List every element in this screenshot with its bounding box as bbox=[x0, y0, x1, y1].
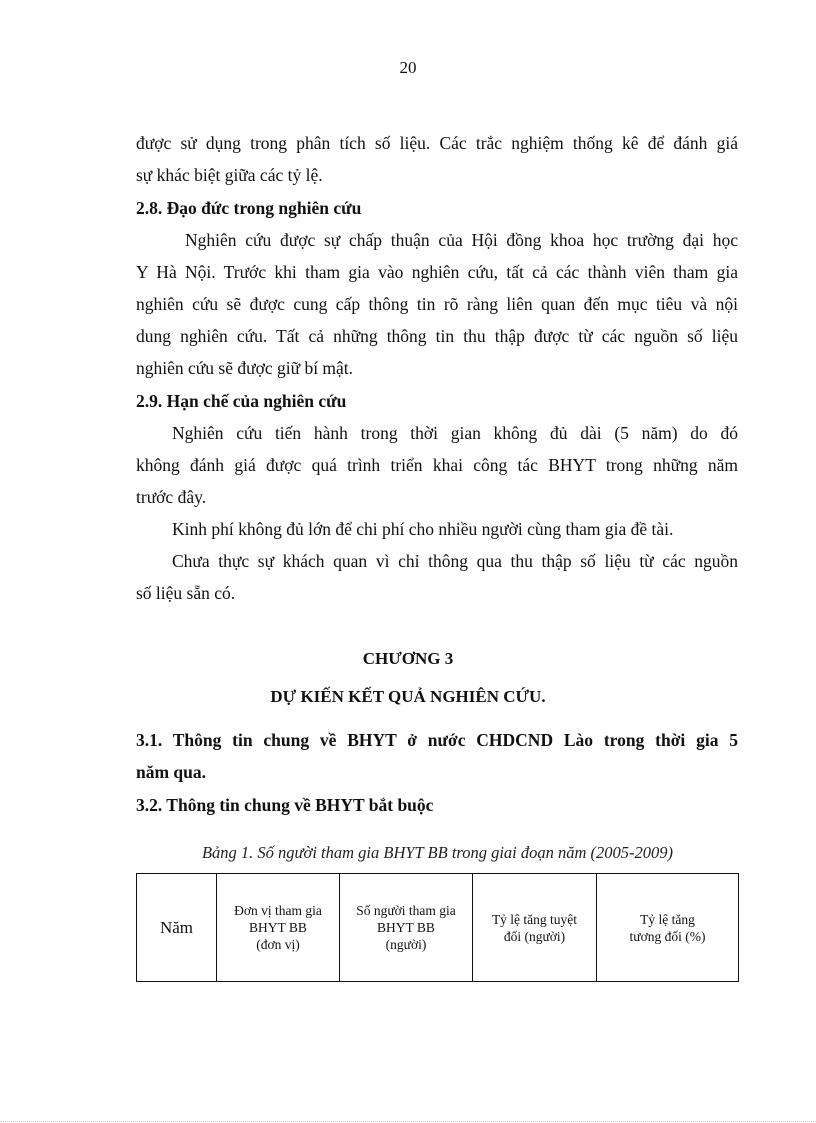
section-heading-3-1-cont: năm qua. bbox=[136, 762, 207, 782]
paragraph-line: Nghiên cứu được sự chấp thuận của Hội đồng khoa học trường đại học bbox=[185, 230, 738, 250]
paragraph-line: Kinh phí không đủ lớn để chi phí cho nhiều người cùng tham gia đề tài. bbox=[172, 519, 674, 539]
header-line: tương đối (%) bbox=[629, 928, 706, 944]
page-bottom-divider bbox=[0, 1121, 816, 1122]
chapter-label: CHƯƠNG 3 bbox=[362, 649, 454, 668]
header-relative-increase bbox=[597, 874, 739, 982]
header-line: Tỷ lệ tăng bbox=[640, 911, 695, 927]
header-absolute-increase bbox=[473, 874, 597, 982]
paragraph-line: nghiên cứu sẽ được giữ bí mật. bbox=[136, 358, 354, 378]
paragraph-line: sự khác biệt giữa các tỷ lệ. bbox=[136, 165, 323, 185]
paragraph-line: được sử dụng trong phân tích số liệu. Các trắc nghiệm thống kê để đánh giá bbox=[136, 133, 738, 153]
header-line: Năm bbox=[159, 918, 194, 937]
paragraph-line: Y Hà Nội. Trước khi tham gia vào nghiên cứu, tất cả các thành viên tham gia bbox=[136, 262, 738, 282]
header-line: đối (người) bbox=[503, 928, 566, 944]
header-line: (đơn vị) bbox=[256, 937, 300, 952]
section-heading-3-1: 3.1. Thông tin chung về BHYT ở nước CHDCND Lào trong thời gia 5 bbox=[136, 730, 738, 750]
header-line: Đơn vị tham gia bbox=[234, 903, 322, 918]
header-units bbox=[217, 874, 340, 982]
paragraph-line: số liệu sẵn có. bbox=[136, 583, 236, 603]
paragraph-line: không đánh giá được quá trình triển khai công tác BHYT trong những năm bbox=[136, 455, 738, 475]
header-line: Tỷ lệ tăng tuyệt bbox=[491, 911, 578, 927]
header-year bbox=[137, 874, 217, 982]
paragraph-line: dung nghiên cứu. Tất cả những thông tin thu thập được từ các nguồn số liệu bbox=[136, 326, 738, 346]
section-heading-2-9: 2.9. Hạn chế của nghiên cứu bbox=[136, 391, 347, 411]
paragraph-line: Chưa thực sự khách quan vì chỉ thông qua thu thập số liệu từ các nguồn bbox=[172, 551, 738, 571]
paragraph-line: nghiên cứu sẽ được cung cấp thông tin rõ ràng liên quan đến mục tiêu và nội bbox=[136, 294, 738, 314]
header-line: BHYT BB bbox=[377, 920, 435, 935]
header-line: Số người tham gia bbox=[356, 903, 456, 918]
header-participants bbox=[340, 874, 473, 982]
section-heading-3-2: 3.2. Thông tin chung về BHYT bắt buộc bbox=[136, 795, 434, 815]
paragraph-line: Nghiên cứu tiến hành trong thời gian không đủ dài (5 năm) do đó bbox=[172, 423, 738, 443]
header-line: (người) bbox=[385, 937, 427, 952]
section-heading-2-8: 2.8. Đạo đức trong nghiên cứu bbox=[136, 198, 362, 218]
header-line: BHYT BB bbox=[249, 920, 307, 935]
table-header-row bbox=[137, 874, 739, 982]
paragraph-line: trước đây. bbox=[136, 487, 207, 507]
table-caption: Bảng 1. Số người tham gia BHYT BB trong giai đoạn năm (2005-2009) bbox=[201, 843, 674, 862]
chapter-title: DỰ KIẾN KẾT QUẢ NGHIÊN CỨU. bbox=[270, 687, 546, 706]
page-number: 20 bbox=[399, 58, 417, 77]
data-table bbox=[136, 873, 739, 982]
